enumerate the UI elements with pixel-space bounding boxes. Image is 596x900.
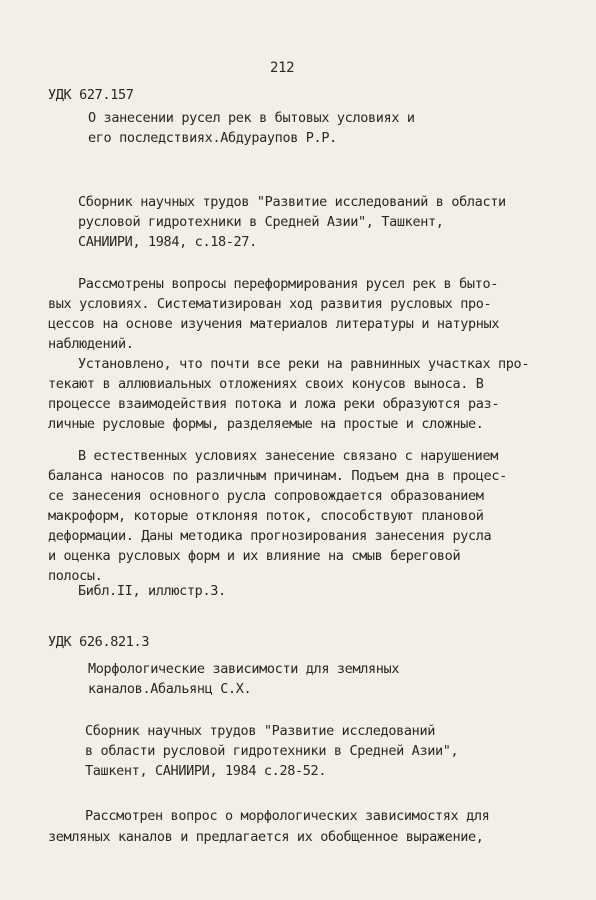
entry-1-abstract-line-4: наблюдений. — [48, 336, 134, 352]
entry-1-abstract-line-15: полосы. — [48, 568, 103, 584]
entry-1-abstract-line-10: баланса наносов по различным причинам. Подъем дна в процес- — [48, 468, 507, 484]
udk-code-2: УДК 626.821.3 — [48, 634, 150, 650]
entry-1-abstract-line-9: В естественных условиях занесение связано с нарушением — [78, 448, 498, 464]
entry-1-abstract-line-14: и оценка русловых форм и их влияние на смыв береговой — [48, 548, 461, 564]
entry-1-abstract-line-3: цессов на основе изучения материалов литературы и натурных — [48, 316, 500, 332]
entry-1-abstract-line-1: Рассмотрены вопросы переформирования русел рек в быто- — [78, 276, 498, 292]
entry-1-abstract-line-13: деформации. Даны методика прогнозирования занесения русла — [48, 528, 492, 544]
entry-2-source-line-3: Ташкент, САНИИРИ, 1984 с.28-52. — [85, 763, 327, 779]
entry-2-title-line-2: каналов.Абальянц С.Х. — [88, 681, 252, 697]
entry-1-title-line-1: О занесении русел рек в бытовых условиях и — [88, 110, 415, 126]
entry-1-abstract-line-2: вых условиях. Систематизирован ход развития русловых про- — [48, 296, 492, 312]
entry-1-abstract-line-12: макроформ, которые отклоняя поток, способствуют плановой — [48, 508, 484, 524]
entry-2-source-line-2: в области русловой гидротехники в Средней Азии", — [85, 743, 459, 759]
entry-2-abstract-line-2: земляных каналов и предлагается их обобщенное выражение, — [48, 829, 484, 845]
entry-1-title-line-2: его последствиях.Абдураупов Р.Р. — [88, 130, 337, 146]
entry-1-abstract-line-7: процессе взаимодействия потока и ложа реки образуются раз- — [48, 396, 500, 412]
page-number: 212 — [270, 60, 295, 76]
entry-1-source-line-2: русловой гидротехники в Средней Азии", Ташкент, — [78, 214, 444, 230]
entry-2-title-line-1: Морфологические зависимости для земляных — [88, 661, 400, 677]
udk-code-1: УДК 627.157 — [48, 87, 134, 103]
entry-1-abstract-line-5: Установлено, что почти все реки на равнинных участках про- — [78, 356, 530, 372]
entry-2-source-line-1: Сборник научных трудов "Развитие исследований — [85, 723, 435, 739]
entry-1-abstract-line-11: се занесения основного русла сопровождается образованием — [48, 488, 484, 504]
entry-1-abstract-line-6: текают в аллювиальных отложениях своих конусов выноса. В — [48, 376, 484, 392]
entry-2-abstract-line-1: Рассмотрен вопрос о морфологических зависимостях для — [85, 808, 490, 824]
entry-1-source-line-3: САНИИРИ, 1984, с.18-27. — [78, 234, 257, 250]
entry-1-source-line-1: Сборник научных трудов "Развитие исследований в области — [78, 194, 506, 210]
entry-1-bibliography: Библ.II, иллюстр.3. — [78, 583, 226, 599]
entry-1-abstract-line-8: личные русловые формы, разделяемые на простые и сложные. — [48, 416, 484, 432]
